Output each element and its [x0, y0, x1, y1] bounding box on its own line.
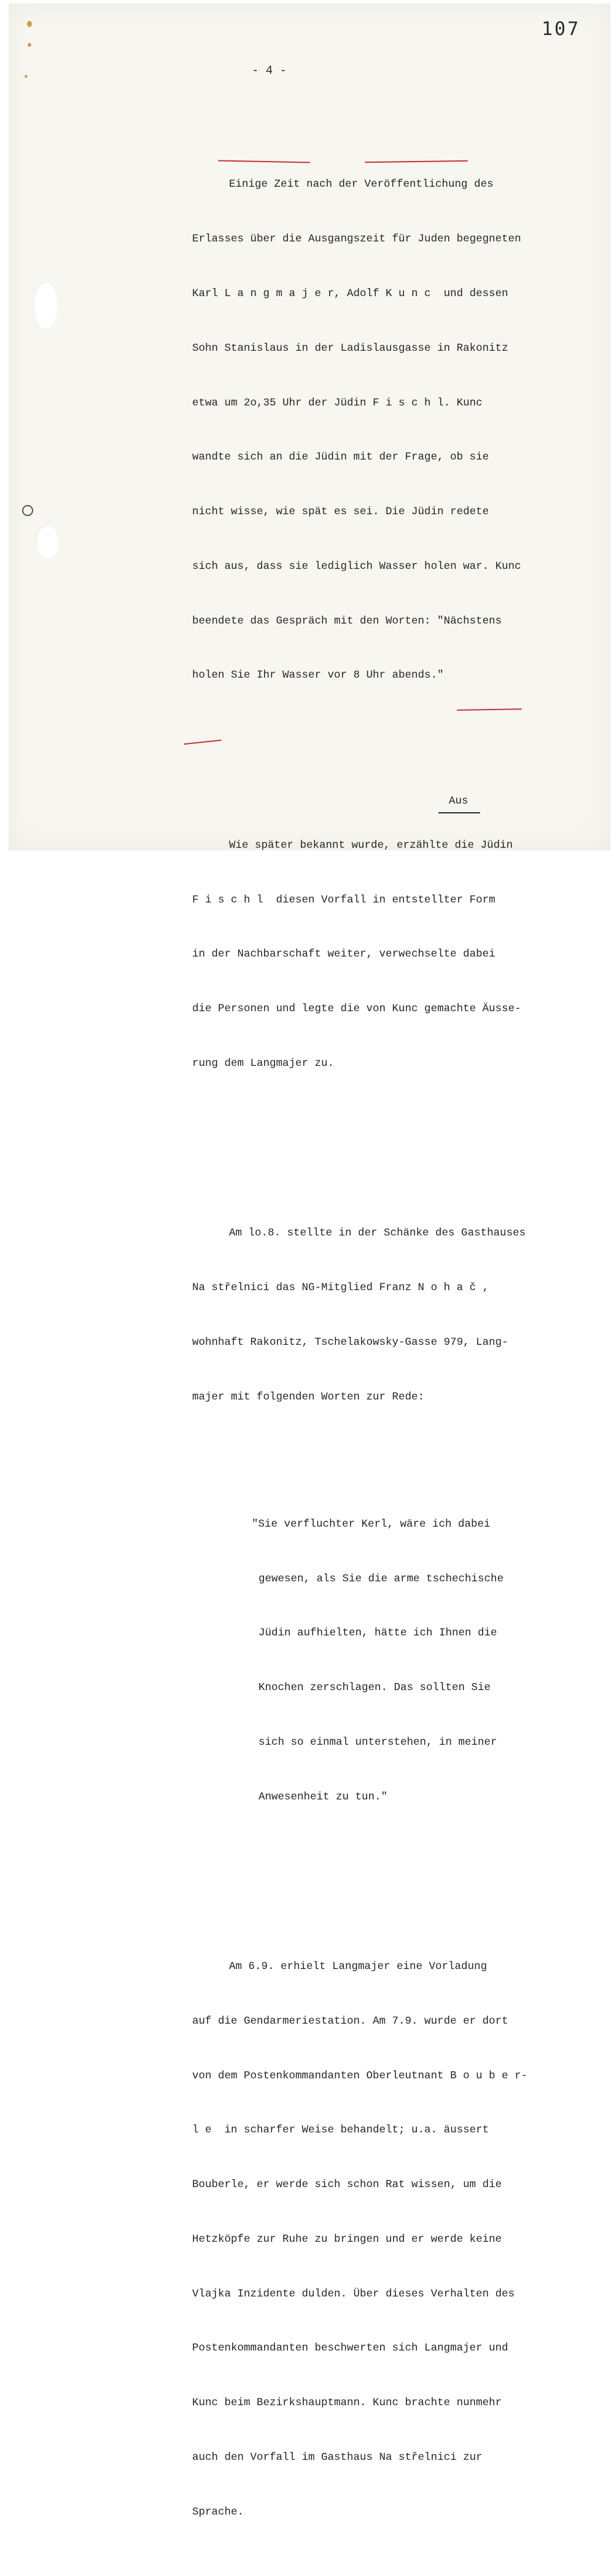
text-line: l e in scharfer Weise behandelt; u.a. äussert [192, 2124, 489, 2137]
text-line: Einige Zeit nach der Veröffentlichung des [229, 178, 494, 191]
text-line: wandte sich an die Jüdin mit der Frage, ob sie [192, 451, 489, 464]
punch-hole-ring [22, 505, 33, 516]
signature-underline [438, 812, 480, 813]
text-line: Sohn Stanislaus in der Ladislausgasse in Rakonitz [192, 342, 508, 354]
text-line: Vlajka Inzidente dulden. Über dieses Verhalten des [192, 2287, 515, 2300]
paragraph [192, 139, 573, 721]
page-number: - 4 - [252, 64, 287, 77]
quote-line: "Sie verfluchter Kerl, wäre ich dabei [252, 1517, 491, 1530]
text-line: sich aus, dass sie lediglich Wasser holen war. Kunc [192, 560, 521, 573]
text-line: Am lo.8. stellte in der Schänke des Gasthauses [229, 1227, 526, 1240]
text-line: Hetzköpfe zur Ruhe zu bringen und er werde keine [192, 2233, 502, 2245]
text-line: Bouberle, er werde sich schon Rat wissen, um die [192, 2179, 502, 2191]
text-line: die Personen und legte die von Kunc gemachte Äusse- [192, 1003, 521, 1016]
rust-stain [28, 43, 31, 47]
text-line: nicht wisse, wie spät es sei. Die Jüdin redete [192, 506, 489, 519]
text-line: auf die Gendarmeriestation. Am 7.9. wurde er dort [192, 2014, 508, 2027]
paragraph [192, 1188, 573, 1443]
text-line: Kunc beim Bezirkshauptmann. Kunc brachte nunmehr [192, 2397, 502, 2410]
quote-line: Knochen zerschlagen. Das sollten Sie [258, 1681, 491, 1694]
paragraph [192, 801, 573, 1110]
text-line: rung dem Langmajer zu. [192, 1057, 335, 1070]
text-line: Erlasses über die Ausgangszeit für Juden begegneten [192, 233, 521, 246]
punch-hole [36, 525, 59, 559]
text-line: in der Nachbarschaft weiter, verwechselte dabei [192, 948, 495, 961]
text-line: Sprache. [192, 2505, 244, 2518]
quote-line: Jüdin aufhielten, hätte ich Ihnen die [258, 1627, 497, 1640]
punch-hole [33, 281, 58, 329]
text-line: Am 6.9. erhielt Langmajer eine Vorladung [229, 1960, 488, 1973]
rust-stain [25, 75, 28, 78]
text-line: majer mit folgenden Worten zur Rede: [192, 1390, 425, 1403]
text-line: Postenkommandanten beschwerten sich Langmajer und [192, 2342, 508, 2355]
folio-number: 107 [542, 18, 581, 40]
text-line: etwa um 2o,35 Uhr der Jüdin F i s c h l. Kunc [192, 396, 483, 409]
text-line: holen Sie Ihr Wasser vor 8 Uhr abends." [192, 669, 444, 682]
quote-line: Anwesenheit zu tun." [258, 1790, 388, 1803]
signature-abbreviation: Aus [449, 795, 468, 807]
quote-line: sich so einmal unterstehen, in meiner [258, 1736, 497, 1748]
paragraph [192, 1922, 573, 2558]
text-line: Karl L a n g m a j e r, Adolf K u n c und dessen [192, 287, 508, 300]
text-line: beendete das Gespräch mit den Worten: "Nächstens [192, 614, 502, 627]
text-line: Wie später bekannt wurde, erzählte die Jüdin [229, 839, 513, 851]
text-line: von dem Postenkommandanten Oberleutnant B o u b e r- [192, 2069, 528, 2082]
text-line: auch den Vorfall im Gasthaus Na střelnici zur [192, 2451, 483, 2464]
quote-line: gewesen, als Sie die arme tschechische [258, 1572, 504, 1585]
text-line: F i s c h l diesen Vorfall in entstellter Form [192, 893, 495, 906]
body-text [192, 103, 573, 2576]
text-line: Na střelnici das NG-Mitglied Franz N o h a č , [192, 1282, 489, 1294]
rust-stain [27, 21, 32, 27]
text-line: wohnhaft Rakonitz, Tschelakowsky-Gasse 979, Lang- [192, 1336, 508, 1349]
block-quote [192, 1479, 573, 1843]
